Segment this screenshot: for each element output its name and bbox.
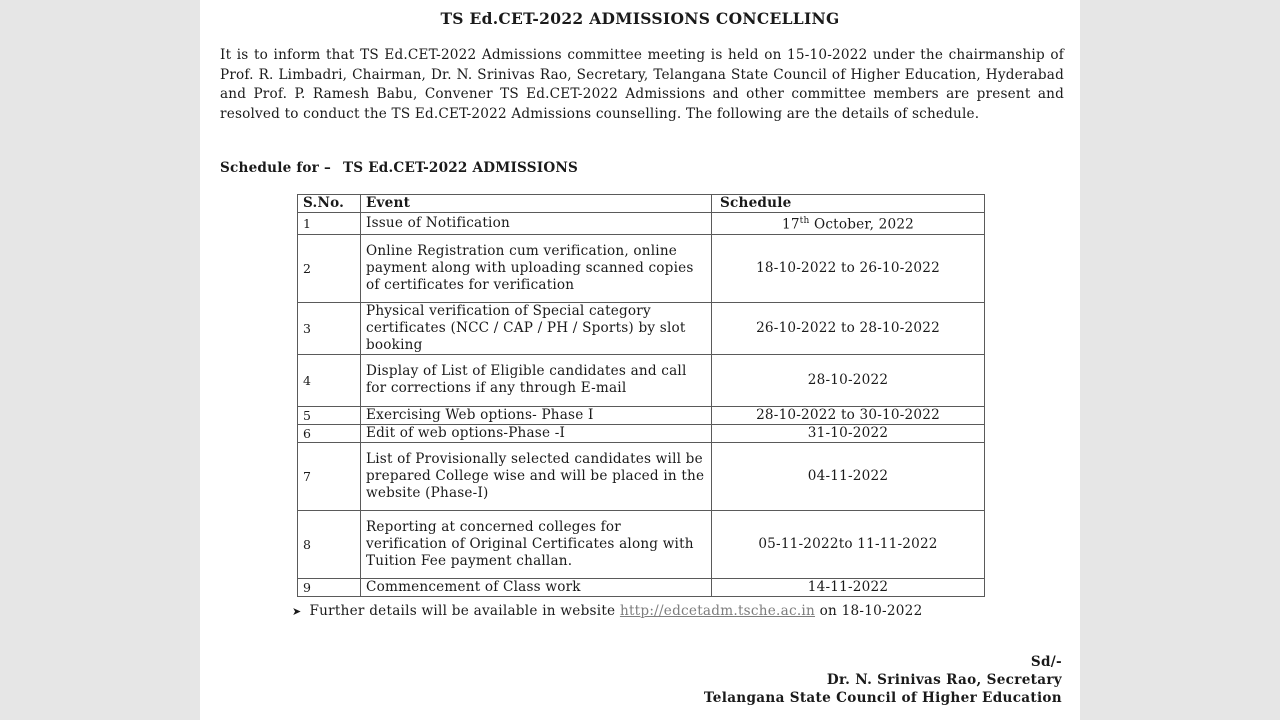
row-schedule: 05-11-2022to 11-11-2022: [712, 510, 985, 578]
row-sno: 3: [298, 302, 361, 354]
row-sno: 1: [298, 213, 361, 235]
schedule-month-year: October, 2022: [809, 216, 915, 233]
row-sno: 4: [298, 354, 361, 406]
schedule-heading: [220, 160, 578, 176]
row-schedule: 28-10-2022: [712, 354, 985, 406]
row-sno: 8: [298, 510, 361, 578]
right-margin: [1080, 0, 1280, 720]
row-schedule: 26-10-2022 to 28-10-2022: [712, 302, 985, 354]
row-sno: 6: [298, 424, 361, 442]
row-schedule: 31-10-2022: [712, 424, 985, 442]
schedule-day: 17: [781, 216, 800, 233]
row-event: Display of List of Eligible candidates and call for corrections if any through E-mail: [361, 354, 712, 406]
schedule-heading-name: TS Ed.CET-2022 ADMISSIONS: [342, 160, 579, 176]
table-row: [298, 442, 985, 510]
arrow-bullet-icon: ➤: [292, 605, 302, 618]
header-sno: S.No.: [298, 195, 361, 213]
row-sno: 9: [298, 578, 361, 596]
row-schedule: 04-11-2022: [712, 442, 985, 510]
row-schedule: 28-10-2022 to 30-10-2022: [712, 406, 985, 424]
row-event: Reporting at concerned colleges for verification of Original Certificates along with Tuition Fee payment challan.: [361, 510, 712, 578]
signature-sd: Sd/-: [1030, 654, 1062, 670]
schedule-day-suffix: th: [799, 216, 810, 226]
website-link[interactable]: http://edcetadm.tsche.ac.in: [619, 603, 816, 619]
table-row: [298, 354, 985, 406]
row-sno: 5: [298, 406, 361, 424]
row-event: Physical verification of Special category certificates (NCC / CAP / PH / Sports) by slot booking: [361, 302, 712, 354]
header-schedule: Schedule: [712, 195, 985, 213]
left-margin: [0, 0, 200, 720]
table-row: [298, 406, 985, 424]
schedule-heading-prefix: Schedule for –: [220, 160, 331, 176]
table-header-row: [298, 195, 985, 213]
header-event: Event: [361, 195, 712, 213]
row-event: Online Registration cum verification, online payment along with uploading scanned copies of certificates for verification: [361, 234, 712, 302]
signature-org: Telangana State Council of Higher Education: [703, 690, 1062, 706]
row-schedule: [712, 213, 985, 235]
intro-paragraph: It is to inform that TS Ed.CET-2022 Admissions committee meeting is held on 15-10-2022 under the chairmanship of Prof. R. Limbadri, Chairman, Dr. N. Srinivas Rao, Secretary, Telangana State Council of Higher Education, Hyderabad and Prof. P. Ramesh Babu, Convener TS Ed.CET-2022 Admissions and other committee members are present and resolved to conduct the TS Ed.CET-2022 Admissions counselling. The following are the details of schedule.: [220, 47, 1064, 122]
table-row: [298, 510, 985, 578]
note-prefix: Further details will be available in website: [309, 603, 616, 619]
table-row: [298, 302, 985, 354]
row-event: Issue of Notification: [361, 213, 712, 235]
row-event: List of Provisionally selected candidates will be prepared College wise and will be placed in the website (Phase-I): [361, 442, 712, 510]
table-row: [298, 213, 985, 235]
note-suffix: on 18-10-2022: [819, 603, 923, 619]
row-sno: 7: [298, 442, 361, 510]
table-row: [298, 424, 985, 442]
schedule-table: [297, 194, 985, 597]
row-sno: 2: [298, 234, 361, 302]
row-event: Exercising Web options- Phase I: [361, 406, 712, 424]
row-schedule: 14-11-2022: [712, 578, 985, 596]
signature-block: [704, 653, 1062, 707]
document-page: [200, 0, 1080, 720]
table-row: [298, 234, 985, 302]
signature-name: Dr. N. Srinivas Rao, Secretary: [826, 672, 1062, 688]
row-event: Commencement of Class work: [361, 578, 712, 596]
table-row: [298, 578, 985, 596]
row-schedule: 18-10-2022 to 26-10-2022: [712, 234, 985, 302]
further-details-note: [292, 603, 922, 619]
document-title: TS Ed.CET-2022 ADMISSIONS CONCELLING: [440, 9, 840, 28]
row-event: Edit of web options-Phase -I: [361, 424, 712, 442]
